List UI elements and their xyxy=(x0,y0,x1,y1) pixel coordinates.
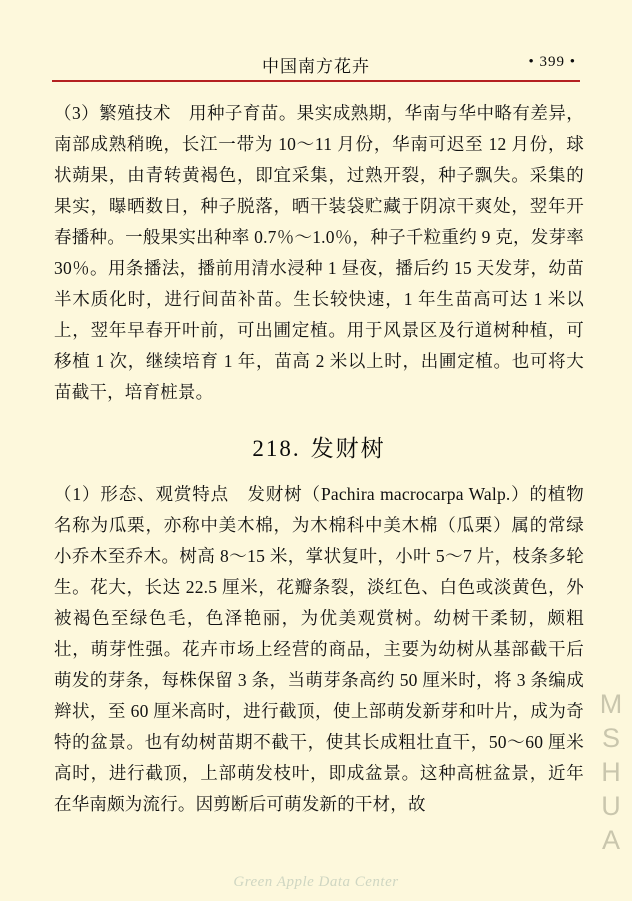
header-divider xyxy=(52,80,580,82)
page-header-title: 中国南方花卉 xyxy=(262,57,370,76)
footer-watermark: Green Apple Data Center xyxy=(233,874,399,890)
paragraph-propagation: （3）繁殖技术 用种子育苗。果实成熟期，华南与华中略有差异，南部成熟稍晚，长江一带为 10～11 月份，华南可迟至 12 月份，球状蒴果，由青转黄褐色，即宜采集，过熟开裂，种子飘失。采集的果实，曝晒数日，种子脱落，晒干装袋贮藏于阴凉干爽处，翌年开春播种。一般果实出种率 0.7％～1.0％，种子千粒重约 9 克，发芽率 30％。用条播法，播前用清水浸种 1 昼夜，播后约 15 天发芽，幼苗半木质化时，进行间苗补苗。生长较快速，1 年生苗高可达 1 米以上，翌年早春开叶前，可出圃定植。用于风景区及行道树种植，可移植 1 次，继续培育 1 年，苗高 2 米以上时，出圃定植。也可将大苗截干，培育桩景。 xyxy=(54,103,584,402)
paragraph-morphology: （1）形态、观赏特点 发财树（Pachira macrocarpa Walp.）的植物名称为瓜栗，亦称中美木棉，为木棉科中美木棉（瓜栗）属的常绿小乔木至乔木。树高 8～15 米，掌状复叶，小叶 5～7 片，枝条多轮生。花大，长达 22.5 厘米，花瓣条裂，淡红色、白色或淡黄色，外被褐色至绿色毛，色泽艳丽，为优美观赏树。幼树干柔韧，颇粗壮，萌芽性强。花卉市场上经营的商品，主要为幼树从基部截干后萌发的芽条，每株保留 3 条，当萌芽条高约 50 厘米时，将 3 条编成辫状，至 60 厘米高时，进行截顶，使上部萌发新芽和叶片，成为奇特的盆景。也有幼树苗期不截干，使其长成粗壮直干，50～60 厘米高时，进行截顶，上部萌发枝叶，即成盆景。这种高桩盆景，近年在华南颇为流行。因剪断后可萌发新的干材，故 xyxy=(54,484,584,814)
side-watermark: MSHUA xyxy=(596,689,626,859)
section-number: 218. xyxy=(252,436,301,461)
page-content xyxy=(54,98,584,861)
page-header xyxy=(52,52,580,86)
section-name: 发财树 xyxy=(310,436,386,461)
section-heading xyxy=(54,430,584,463)
page-number: • 399 • xyxy=(528,54,576,70)
